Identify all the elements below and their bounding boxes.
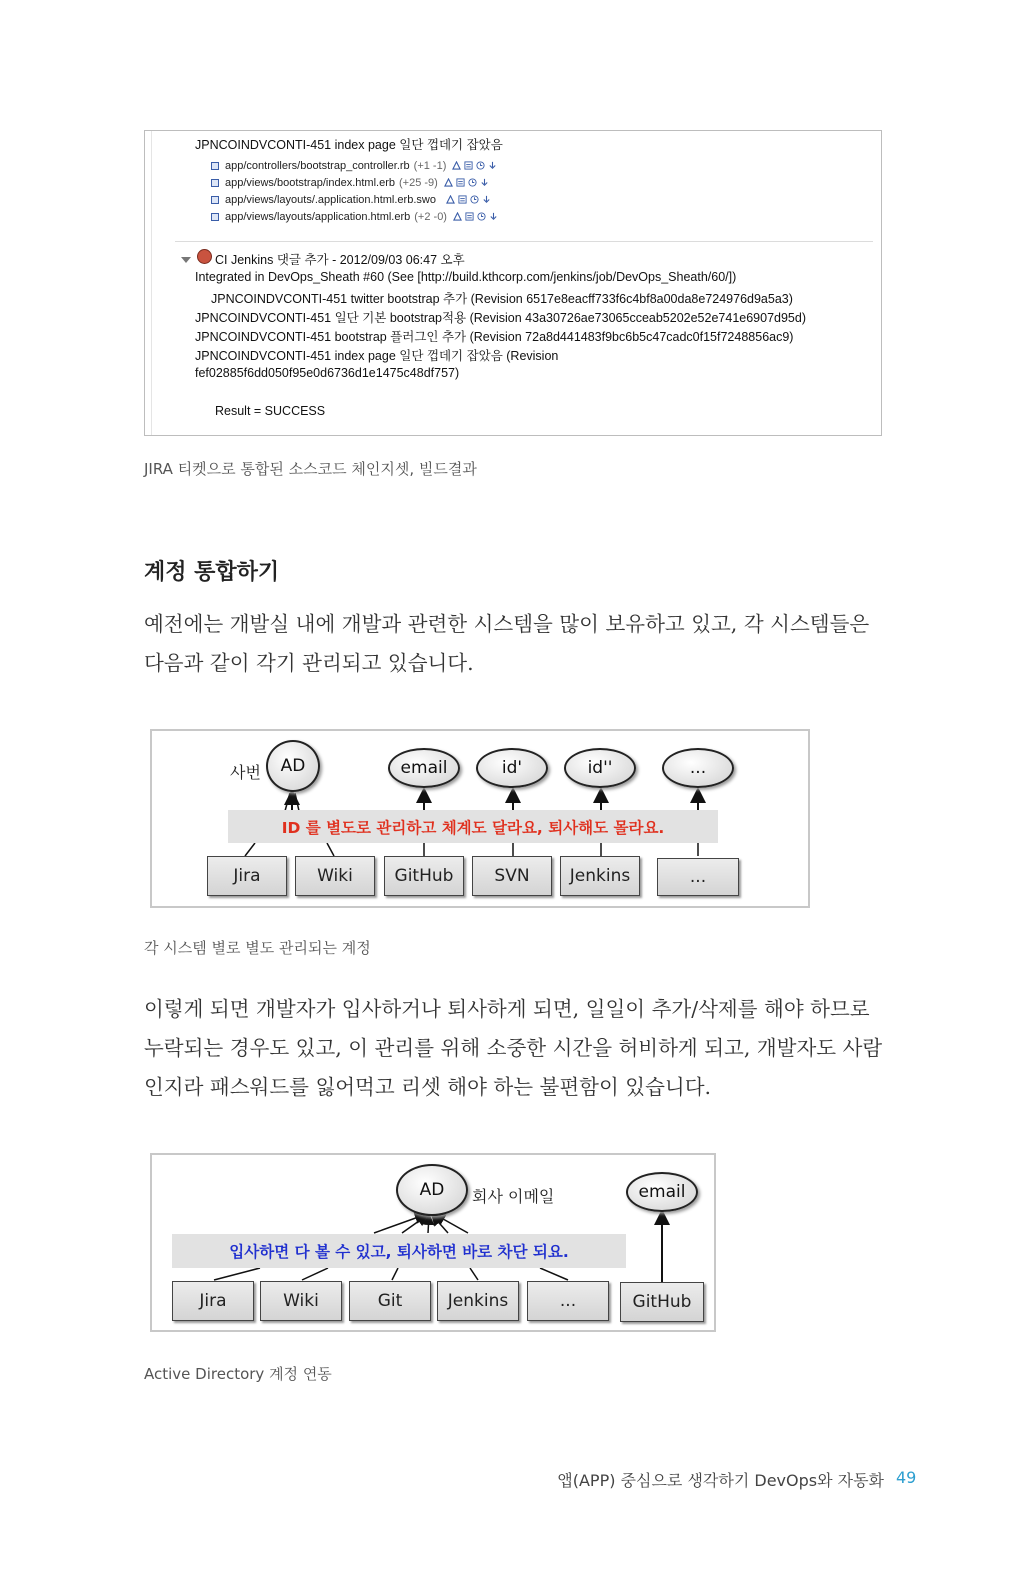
build-result: Result = SUCCESS	[215, 404, 326, 418]
panel-border	[151, 131, 152, 435]
history-icon[interactable]	[468, 178, 477, 187]
history-icon[interactable]	[476, 161, 485, 170]
system-wiki: Wiki	[260, 1281, 342, 1321]
diagram-separate-accounts	[150, 729, 810, 908]
comment-line: JPNCOINDVCONTI-451 twitter bootstrap 추가 (Revision 6517e8eacff733f6c4bf8a00da8e724976d9a5a3)	[211, 292, 793, 306]
document-icon[interactable]	[456, 178, 465, 187]
email-node: email	[388, 748, 460, 788]
divider	[175, 241, 873, 242]
info-banner: 입사하면 다 볼 수 있고, 퇴사하면 바로 차단 되요.	[172, 1234, 626, 1268]
file-row[interactable]	[211, 160, 497, 172]
download-icon[interactable]	[482, 195, 491, 204]
history-icon[interactable]	[477, 212, 486, 221]
paragraph: 이렇게 되면 개발자가 입사하거나 퇴사하게 되면, 일일이 추가/삭제를 해야 하므로 누락되는 경우도 있고, 이 관리를 위해 소중한 시간을 허비하게 되고, 개발자도 사람인지라 패스워드를 잃어먹고 리셋 해야 하는 불편함이 있습니다.	[144, 997, 883, 1099]
employee-id-label: 사번	[230, 763, 261, 782]
company-email-label: 회사 이메일	[472, 1187, 555, 1206]
file-diff: (+2 -0)	[414, 211, 447, 223]
warning-icon[interactable]	[446, 195, 455, 204]
figure-caption: 각 시스템 별로 별도 관리되는 계정	[144, 939, 371, 957]
system-more: ...	[657, 858, 739, 896]
file-path[interactable]: app/views/layouts/application.html.erb	[225, 211, 411, 223]
ad-node: AD	[396, 1164, 468, 1216]
figure-caption: Active Directory 계정 연동	[144, 1365, 332, 1383]
file-icon	[211, 162, 219, 170]
system-jenkins: Jenkins	[437, 1281, 519, 1321]
document-icon[interactable]	[464, 161, 473, 170]
file-icon	[211, 196, 219, 204]
comment-header: CI Jenkins 댓글 추가 - 2012/09/03 06:47 오후	[215, 253, 465, 267]
download-icon[interactable]	[488, 161, 497, 170]
system-svn: SVN	[472, 856, 552, 896]
comment-line: fef02885f6dd050f95e0d6736d1e1475c48df757)	[195, 366, 460, 380]
id-node-2: id''	[564, 748, 636, 788]
jenkins-avatar-icon	[197, 249, 212, 264]
section-heading: 계정 통합하기	[144, 560, 280, 585]
paragraph: 예전에는 개발실 내에 개발과 관련한 시스템을 많이 보유하고 있고, 각 시스템들은 다음과 같이 각기 관리되고 있습니다.	[144, 612, 870, 675]
page-number: 49	[896, 1468, 917, 1487]
more-node: ...	[662, 748, 734, 788]
file-icon	[211, 179, 219, 187]
id-node: id'	[476, 748, 548, 788]
system-wiki: Wiki	[295, 856, 375, 896]
email-node: email	[626, 1172, 698, 1212]
commit-title: JPNCOINDVCONTI-451 index page 일단 껍데기 잡았음	[195, 138, 503, 152]
system-git: Git	[349, 1281, 431, 1321]
running-footer: 앱(APP) 중심으로 생각하기 DevOps와 자동화	[557, 1471, 884, 1490]
file-row[interactable]	[211, 177, 489, 189]
file-row[interactable]	[211, 211, 498, 223]
diagram-active-directory	[150, 1153, 716, 1332]
download-icon[interactable]	[489, 212, 498, 221]
warning-banner: ID 를 별도로 관리하고 체계도 달라요, 퇴사해도 몰라요.	[228, 810, 718, 843]
file-icon	[211, 213, 219, 221]
file-diff: (+25 -9)	[398, 177, 438, 189]
comment-line: JPNCOINDVCONTI-451 index page 일단 껍데기 잡았음 (Revision	[195, 349, 559, 363]
system-jenkins: Jenkins	[560, 856, 640, 896]
document-icon[interactable]	[465, 212, 474, 221]
comment-line: JPNCOINDVCONTI-451 bootstrap 플러그인 추가 (Revision 72a8d441483f9bc6b5c47cadc0f15f7248856ac9)	[195, 330, 794, 344]
file-path[interactable]: app/views/bootstrap/index.html.erb	[225, 177, 395, 189]
jira-screenshot	[144, 130, 882, 436]
system-more: ...	[527, 1281, 609, 1321]
system-jira: Jira	[172, 1281, 254, 1321]
system-github: GitHub	[620, 1282, 704, 1322]
comment-line: JPNCOINDVCONTI-451 일단 기본 bootstrap적용 (Revision 43a30726ae73065cceab5202e52e741e6907d95d)	[195, 311, 807, 325]
file-diff: (+1 -1)	[413, 160, 447, 172]
system-github: GitHub	[384, 856, 464, 896]
system-jira: Jira	[207, 856, 287, 896]
warning-icon[interactable]	[444, 178, 453, 187]
document-icon[interactable]	[458, 195, 467, 204]
warning-icon[interactable]	[452, 161, 461, 170]
download-icon[interactable]	[480, 178, 489, 187]
figure-caption: JIRA 티켓으로 통합된 소스코드 체인지셋, 빌드결과	[144, 460, 477, 478]
file-row[interactable]	[211, 194, 491, 206]
file-path[interactable]: app/views/layouts/.application.html.erb.swo	[225, 194, 436, 206]
collapse-toggle-icon[interactable]	[181, 257, 191, 263]
comment-line: Integrated in DevOps_Sheath #60 (See [http://build.kthcorp.com/jenkins/job/DevOps_Sheath/60/])	[195, 270, 737, 284]
warning-icon[interactable]	[453, 212, 462, 221]
file-path[interactable]: app/controllers/bootstrap_controller.rb	[225, 160, 410, 172]
ad-node: AD	[266, 740, 320, 792]
history-icon[interactable]	[470, 195, 479, 204]
